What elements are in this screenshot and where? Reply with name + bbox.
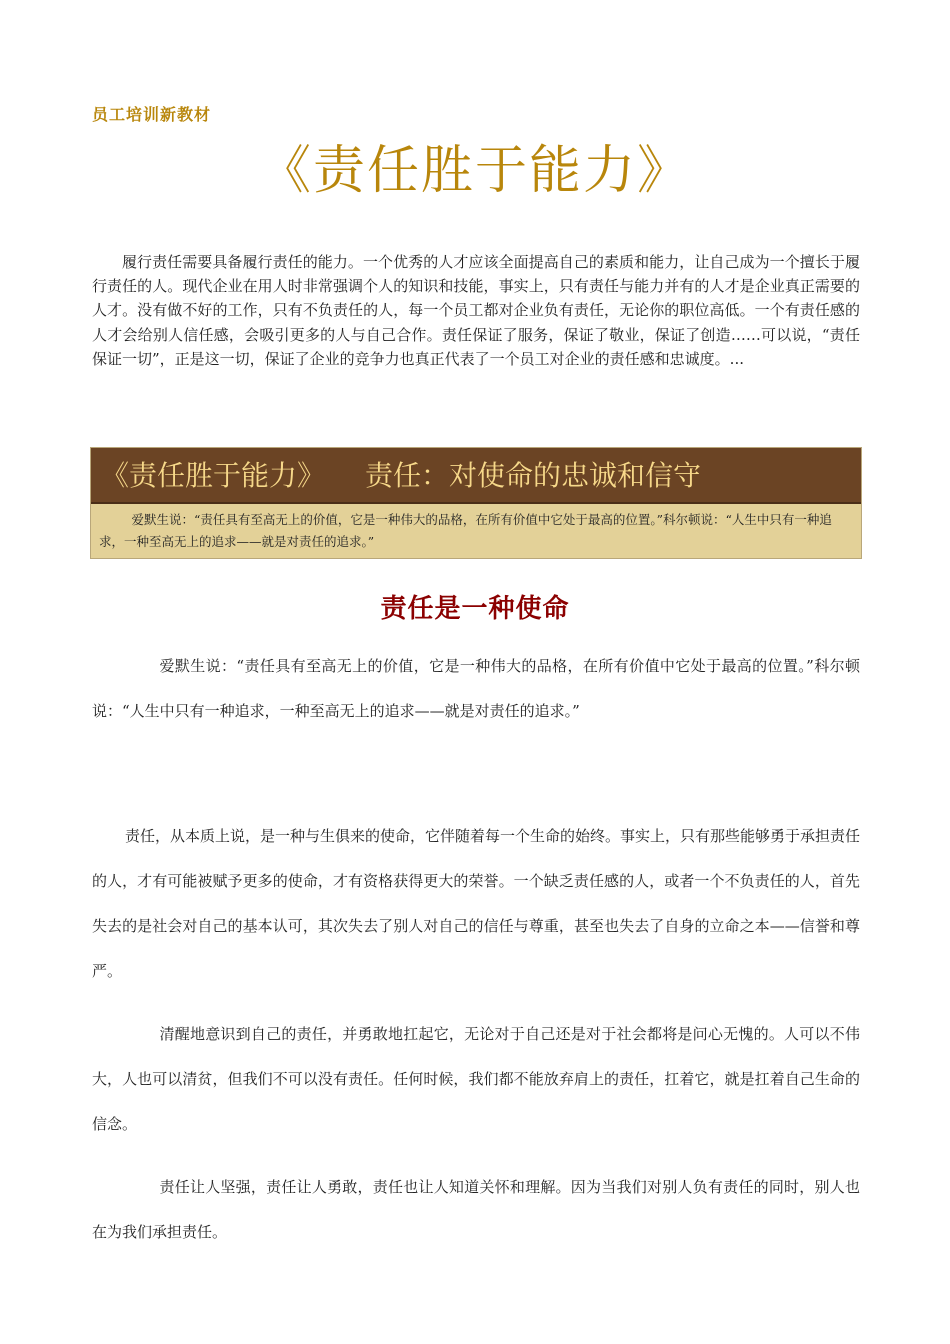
- document-subtitle: 员工培训新教材: [92, 105, 212, 124]
- body-paragraph: 爱默生说：“责任具有至高无上的价值，它是一种伟大的品格，在所有价值中它处于最高的位置。”科尔顿说：“人生中只有一种追求，一种至高无上的追求——就是对责任的追求。”: [92, 657, 860, 720]
- intro-paragraph: 履行责任需要具备履行责任的能力。一个优秀的人才应该全面提高自己的素质和能力，让自己成为一个擅长于履行责任的人。现代企业在用人时非常强调个人的知识和技能，事实上，只有责任与能力并有的人才是企业真正需要的人才。没有做不好的工作，只有不负责任的人，每一个员工都对企业负有责任，无论你的职位高低。一个有责任感的人才会给别人信任感，会吸引更多的人与自己合作。责任保证了服务，保证了敬业，保证了创造……可以说，“责任保证一切”，正是这一切，保证了企业的竞争力也真正代表了一个员工对企业的责任感和忠诚度。...: [92, 253, 860, 368]
- banner-book-title: 《责任胜于能力》: [101, 459, 326, 492]
- banner-chapter-title: 责任：对使命的忠诚和信守: [365, 459, 702, 492]
- section-title: 责任是一种使命: [380, 594, 570, 624]
- document-title: 《责任胜于能力》: [258, 141, 691, 201]
- banner-quote: 爱默生说：“责任具有至高无上的价值，它是一种伟大的品格，在所有价值中它处于最高的位置。”科尔顿说：“人生中只有一种追求，一种至高无上的追求——就是对责任的追求。”: [91, 504, 861, 558]
- body-paragraph: 责任让人坚强，责任让人勇敢，责任也让人知道关怀和理解。因为当我们对别人负有责任的同时，别人也在为我们承担责任。: [92, 1178, 860, 1241]
- body-paragraph: 清醒地意识到自己的责任，并勇敢地扛起它，无论对于自己还是对于社会都将是问心无愧的。人可以不伟大，人也可以清贫，但我们不可以没有责任。任何时候，我们都不能放弃肩上的责任，扛着它，就是扛着自己生命的信念。: [92, 1025, 860, 1133]
- body-paragraph: 责任，从本质上说，是一种与生俱来的使命，它伴随着每一个生命的始终。事实上，只有那些能够勇于承担责任的人，才有可能被赋予更多的使命，才有资格获得更大的荣誉。一个缺乏责任感的人，或者一个不负责任的人，首先失去的是社会对自己的基本认可，其次失去了别人对自己的信任与尊重，甚至也失去了自身的立命之本——信誉和尊严。: [92, 827, 861, 980]
- banner-header: [91, 448, 861, 504]
- chapter-banner: [90, 447, 862, 559]
